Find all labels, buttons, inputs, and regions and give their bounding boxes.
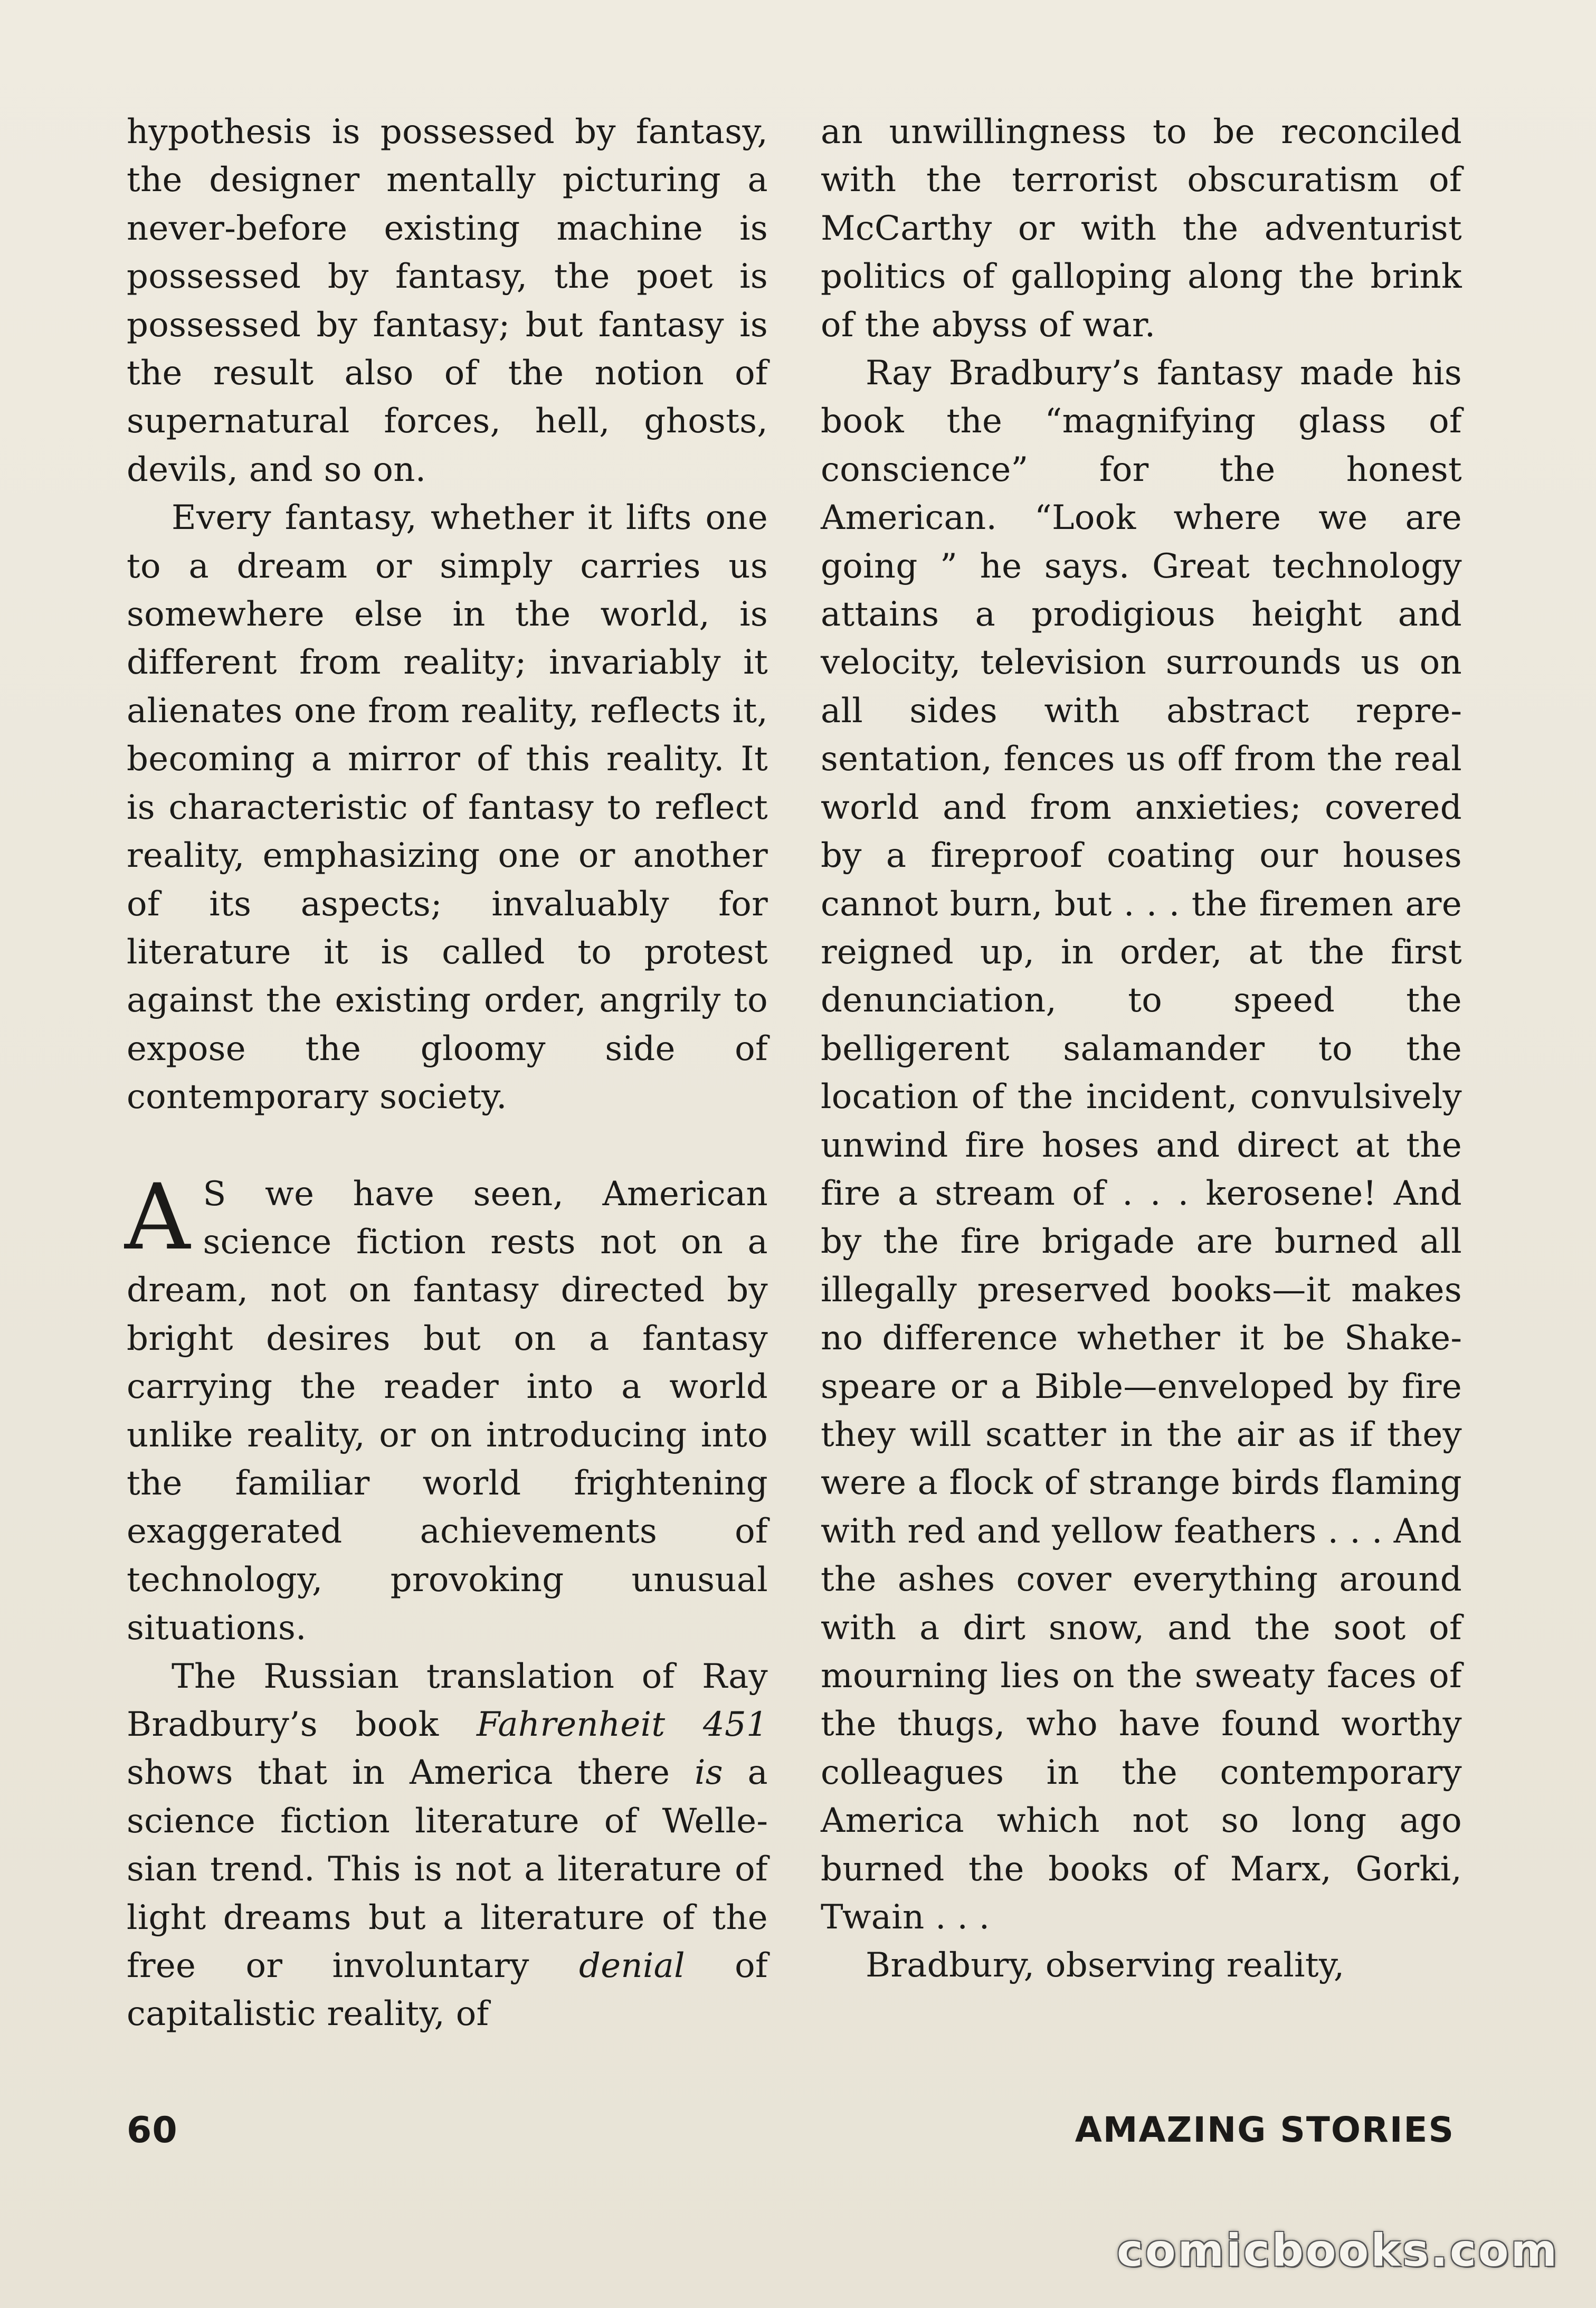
- text-run: of capitalistic reality, of: [127, 1946, 768, 2034]
- left-text-column: [127, 108, 768, 2039]
- drop-cap: A: [125, 1164, 191, 1270]
- paragraph: an unwillingness to be reconciled with the terrorist obscuratism of McCarthy or with the adventurist politics of galloping along the brink of the abyss of war.: [821, 112, 1462, 345]
- emphasis: is: [694, 1753, 723, 1793]
- paragraph: [127, 1653, 768, 2039]
- paragraph: Ray Bradbury’s fantasy made his book the “magnifying glass of conscience” for the honest American. “Look where we are going ” he says. Great technology attains a prodigious height and velocity, television surrounds us on all sides with abstract representation, fences us off from the real world and from anxieties; covered by a fireproof coating our houses cannot burn, but . . . the firemen are reigned up, in order, at the first denunciation, to speed the belligerent salamander to the location of the incident, convulsively unwind fire hoses and direct at the fire a stream of . . . kerosene! And by the fire brigade are burned all illegally preserved books—it makes no difference whether it be Shakespeare or a Bible—enveloped by fire they will scatter in the air as if they were a flock of strange birds flaming with red and yellow feathers . . . And the ashes cover everything around with a dirt snow, and the soot of mourning lies on the sweaty faces of the thugs, who have found worthy colleagues in the contemporary America which not so long ago burned the books of Marx, Gorki, Twain . . .: [821, 354, 1462, 1937]
- paragraph: Every fantasy, whether it lifts one to a dream or simply carries us somewhere else in the world, is different from reality; invariably it alienates one from reality, reflects it, becoming a mirror of this reality. It is characteristic of fantasy to reflect reality, emphasizing one or another of its aspects; invaluably for literature it is called to protest against the existing order, angrily to expose the gloomy side of contemporary society.: [127, 498, 768, 1117]
- book-title: Fahrenheit 451: [476, 1705, 768, 1744]
- text-run: a science fiction literature of Wellesian trend. This is not a literature of light dreams but a literature of the free or involuntary: [127, 1753, 768, 1986]
- text-run: The Russian translation of Ray Bradbury’s book: [127, 1657, 768, 1744]
- section-paragraph: [125, 1164, 768, 1653]
- text-run: shows that in America there: [127, 1753, 695, 1793]
- watermark: comicbooks.com: [1117, 2225, 1559, 2276]
- magazine-title: AMAZING STORIES: [1075, 2110, 1455, 2150]
- emphasis: denial: [578, 1946, 685, 1986]
- page-number: 60: [127, 2110, 178, 2151]
- paragraph-text: S we have seen, American science fiction rests not on a dream, not on fantasy directed by bright desires but on a fantasy carrying the reader into a world unlike reality, or on introducing into the familiar world frightening exaggerated achievements of technology, provoking unusual situations.: [127, 1174, 768, 1648]
- paragraph: Bradbury, observing reality,: [866, 1946, 1345, 1985]
- paragraph: hypothesis is possessed by fantasy, the designer mentally picturing a never-before existing machine is possessed by fantasy, the poet is possessed by fantasy; but fantasy is the result also of the notion of supernatural forces, hell, ghosts, devils, and so on.: [127, 112, 768, 489]
- right-text-column: [821, 108, 1462, 1990]
